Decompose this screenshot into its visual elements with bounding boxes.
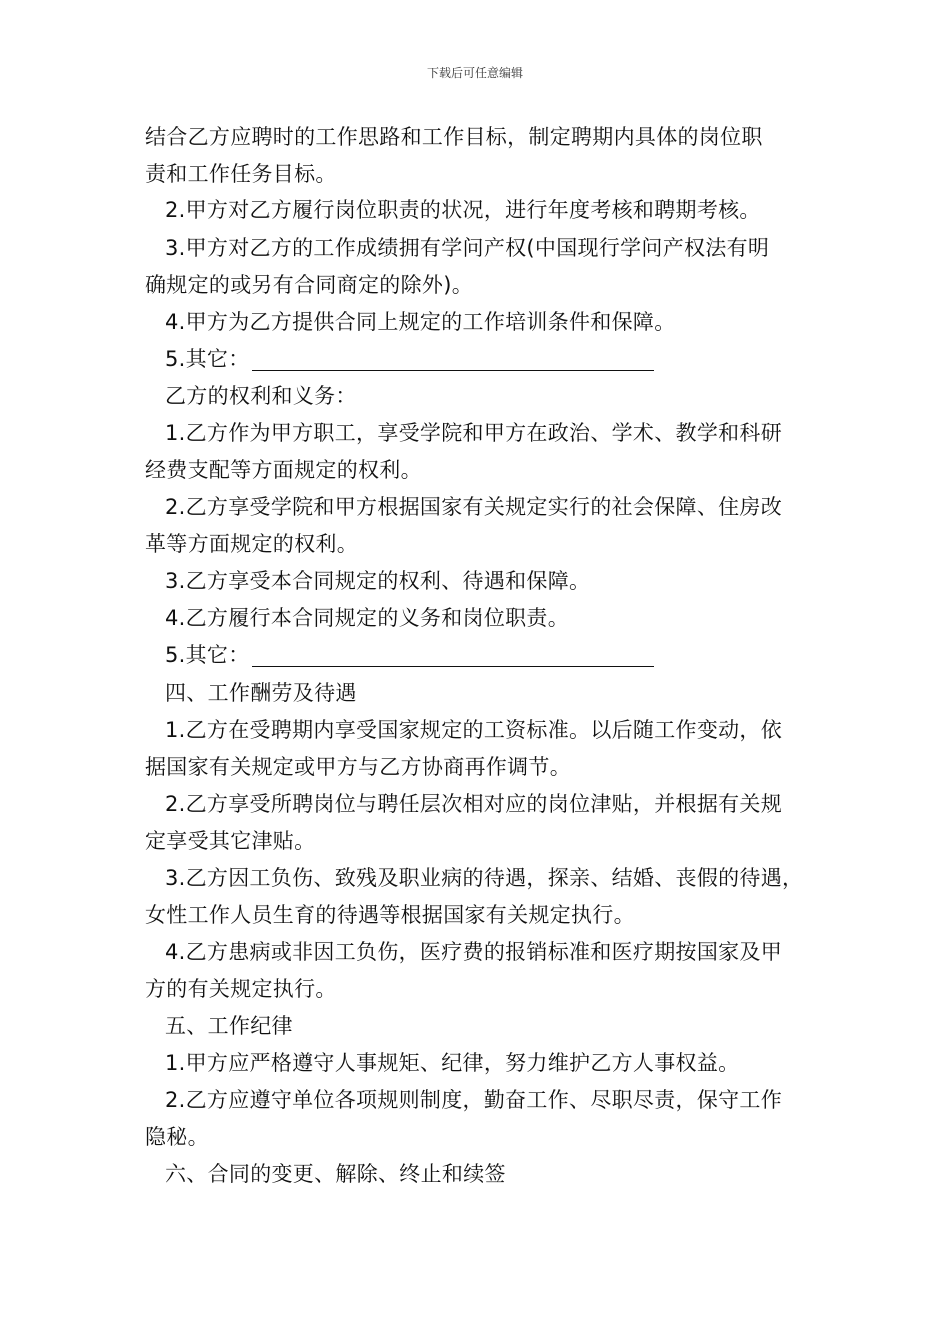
- text-line: 据国家有关规定或甲方与乙方协商再作调节。: [145, 755, 571, 779]
- other-line: [165, 643, 654, 667]
- text-line: 3.甲方对乙方的工作成绩拥有学问产权(中国现行学问产权法有明: [165, 236, 770, 260]
- text-line: 确规定的或另有合同商定的除外)。: [145, 273, 473, 297]
- text-line: 方的有关规定执行。: [145, 977, 337, 1001]
- text-line: 2.乙方享受所聘岗位与聘任层次相对应的岗位津贴，并根据有关规: [165, 792, 783, 816]
- text-line: 3.乙方因工负伤、致残及职业病的待遇，探亲、结婚、丧假的待遇，: [165, 866, 804, 890]
- text-line: 结合乙方应聘时的工作思路和工作目标，制定聘期内具体的岗位职: [145, 125, 763, 149]
- section-heading: 乙方的权利和义务：: [165, 384, 357, 408]
- text-line: 革等方面规定的权利。: [145, 532, 358, 556]
- fill-in-blank: [252, 644, 654, 667]
- text-line: 2.甲方对乙方履行岗位职责的状况，进行年度考核和聘期考核。: [165, 198, 761, 222]
- fill-in-blank: [252, 348, 654, 371]
- text-line: 1.乙方在受聘期内享受国家规定的工资标准。以后随工作变动，依: [165, 718, 783, 742]
- text-line: 责和工作任务目标。: [145, 162, 337, 186]
- text-line: 1.甲方应严格遵守人事规矩、纪律，努力维护乙方人事权益。: [165, 1051, 740, 1075]
- other-label: 5.其它：: [165, 643, 250, 667]
- other-label: 5.其它：: [165, 347, 250, 371]
- text-line: 4.乙方患病或非因工负伤，医疗费的报销标准和医疗期按国家及甲: [165, 940, 783, 964]
- text-line: 女性工作人员生育的待遇等根据国家有关规定执行。: [145, 903, 635, 927]
- page-header: 下载后可任意编辑: [426, 66, 523, 80]
- text-line: 4.乙方履行本合同规定的义务和岗位职责。: [165, 606, 570, 630]
- text-line: 1.乙方作为甲方职工，享受学院和甲方在政治、学术、教学和科研: [165, 421, 783, 445]
- section-heading: 四、工作酬劳及待遇: [165, 681, 357, 705]
- text-line: 4.甲方为乙方提供合同上规定的工作培训条件和保障。: [165, 310, 676, 334]
- text-line: 经费支配等方面规定的权利。: [145, 458, 422, 482]
- text-line: 定享受其它津贴。: [145, 829, 316, 853]
- other-line: [165, 347, 654, 371]
- text-line: 隐秘。: [145, 1125, 209, 1149]
- text-line: 2.乙方享受学院和甲方根据国家有关规定实行的社会保障、住房改: [165, 495, 783, 519]
- text-line: 3.乙方享受本合同规定的权利、待遇和保障。: [165, 569, 591, 593]
- text-line: 2.乙方应遵守单位各项规则制度，勤奋工作、尽职尽责，保守工作: [165, 1088, 783, 1112]
- section-heading: 六、合同的变更、解除、终止和续签: [165, 1162, 506, 1186]
- section-heading: 五、工作纪律: [165, 1014, 293, 1038]
